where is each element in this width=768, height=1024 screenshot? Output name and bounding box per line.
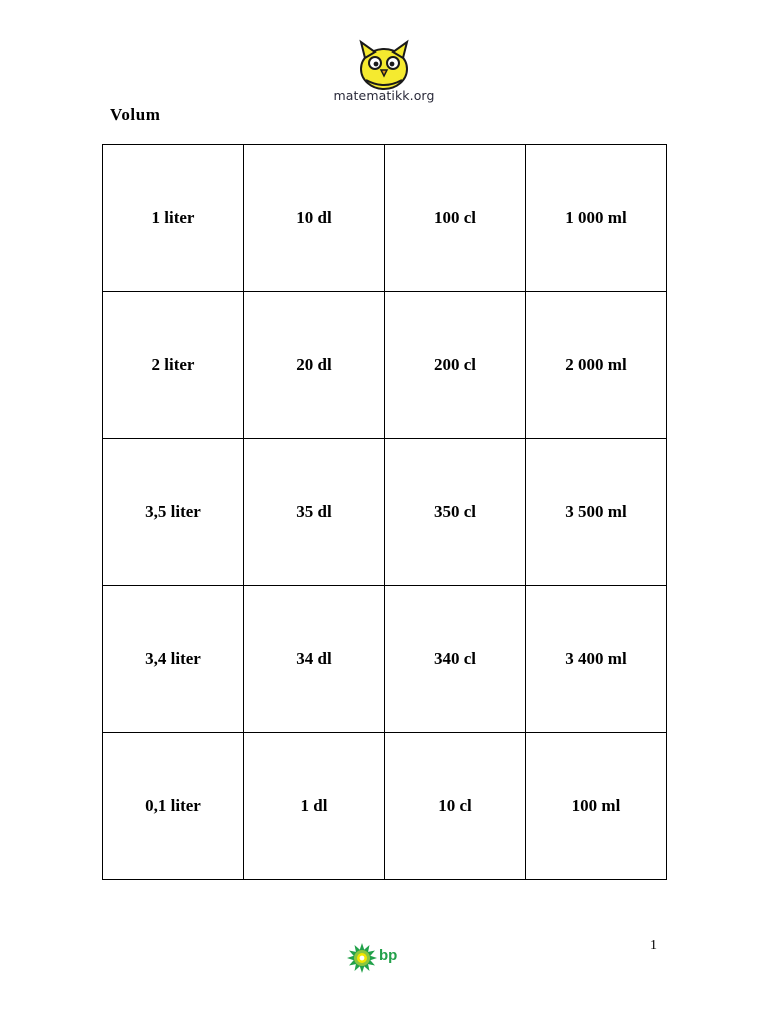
table-cell: 1 dl — [244, 733, 385, 880]
bp-logo — [346, 942, 402, 976]
table-cell: 1 000 ml — [526, 145, 667, 292]
table-cell: 200 cl — [385, 292, 526, 439]
table-cell: 100 ml — [526, 733, 667, 880]
bp-logo-text: bp — [379, 947, 398, 964]
table-cell: 340 cl — [385, 586, 526, 733]
table-cell: 3 400 ml — [526, 586, 667, 733]
table-cell: 35 dl — [244, 439, 385, 586]
table-cell: 20 dl — [244, 292, 385, 439]
page-number: 1 — [650, 938, 657, 953]
bp-helios-icon — [346, 942, 378, 974]
table-cell: 34 dl — [244, 586, 385, 733]
owl-icon — [352, 38, 416, 92]
table-row — [103, 292, 667, 439]
table-row — [103, 145, 667, 292]
matematikk-logo — [330, 38, 438, 110]
volume-table — [102, 144, 667, 880]
table-cell: 3 500 ml — [526, 439, 667, 586]
table-cell: 2 liter — [103, 292, 244, 439]
table-cell: 10 cl — [385, 733, 526, 880]
page-title: Volum — [110, 105, 161, 124]
table-cell: 3,5 liter — [103, 439, 244, 586]
table-cell: 0,1 liter — [103, 733, 244, 880]
table-cell: 10 dl — [244, 145, 385, 292]
table-row — [103, 733, 667, 880]
table-cell: 1 liter — [103, 145, 244, 292]
table-row — [103, 439, 667, 586]
logo-text: matematikk.org — [333, 88, 435, 103]
table-cell: 350 cl — [385, 439, 526, 586]
table-cell: 3,4 liter — [103, 586, 244, 733]
table-cell: 2 000 ml — [526, 292, 667, 439]
table-row — [103, 586, 667, 733]
table-cell: 100 cl — [385, 145, 526, 292]
